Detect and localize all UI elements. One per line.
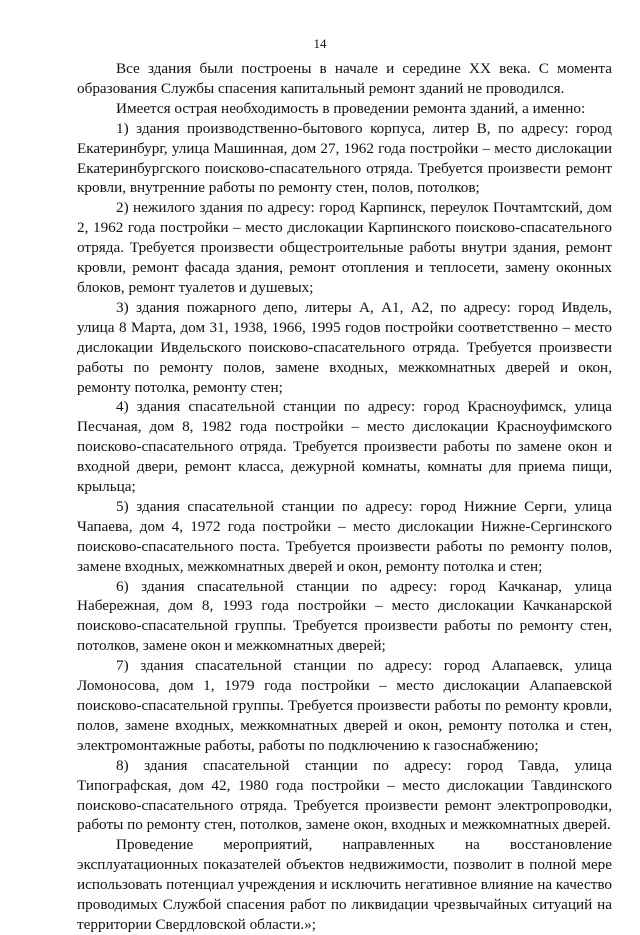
list-item-ivdel: 3) здания пожарного депо, литеры А, А1, А2, по адресу: город Ивдель, улица 8 Марта, дом 31, 1938, 1966, 1995 годов постройки соответственно – место дислокации Ивдельского поисково-спасательного отряда. Требуется произвести работы по ремонту полов, замене входных, межкомнатных дверей и окон, ремонту потолка, ремонту стен; bbox=[77, 298, 612, 396]
page-number: 14 bbox=[313, 36, 327, 51]
list-item-tavda: 8) здания спасательной станции по адресу: город Тавда, улица Типографская, дом 42, 1980 года постройки – место дислокации Тавдинского поисково-спасательного отряда. Требуется произвести ремонт электропроводки, работы по ремонту стен, потолков, замене окон, входных и межкомнатных дверей. bbox=[77, 756, 612, 834]
paragraph-intro: Все здания были построены в начале и середине XX века. С момента образования Службы спасения капитальный ремонт зданий не проводился. bbox=[77, 60, 612, 97]
list-item-ekaterinburg: 1) здания производственно-бытового корпуса, литер В, по адресу: город Екатеринбург, улица Машинная, дом 27, 1962 года постройки – место дислокации Екатеринбургского поисково-спасательного отряда. Требуется произвести ремонт кровли, внутренние работы по ремонту стен, полов, потолков; bbox=[77, 119, 612, 197]
list-item-kachkanar: 6) здания спасательной станции по адресу: город Качканар, улица Набережная, дом 8, 1993 года постройки – место дислокации Качканарской поисково-спасательной группы. Требуется произвести работы по ремонту стен, потолков, замене окон и межкомнатных дверей; bbox=[77, 577, 612, 655]
paragraph-conclusion: Проведение мероприятий, направленных на восстановление эксплуатационных показателей объектов недвижимости, позволит в полной мере использовать потенциал учреждения и исключить негативное влияние на качество проводимых Службой спасения работ по ликвидации чрезвычайных ситуаций на территории Свердловской области.»; bbox=[77, 836, 612, 933]
list-item-nizhnie-sergi: 5) здания спасательной станции по адресу: город Нижние Серги, улица Чапаева, дом 4, 1972 года постройки – место дислокации Нижне-Сергинского поисково-спасательного поста. Требуется произвести работы по ремонту полов, замене входных, межкомнатных дверей и окон, ремонту потолка и стен; bbox=[77, 497, 612, 575]
list-item-karpinsk: 2) нежилого здания по адресу: город Карпинск, переулок Почтамтский, дом 2, 1962 года постройки – место дислокации Карпинского поисково-спасательного отряда. Требуется произвести общестроительные работы внутри здания, ремонт кровли, ремонт фасада здания, ремонт отопления и теплосети, замену оконных блоков, ремонт туалетов и душевых; bbox=[77, 199, 612, 296]
list-item-krasnoufimsk: 4) здания спасательной станции по адресу: город Красноуфимск, улица Песчаная, дом 8, 1982 года постройки – место дислокации Красноуфимского поисково-спасательного отряда. Требуется произвести работы по замене окон и входной двери, ремонт класса, дежурной комнаты, комнаты для приема пищи, крыльца; bbox=[77, 398, 612, 496]
list-item-alapaevsk: 7) здания спасательной станции по адресу: город Алапаевск, улица Ломоносова, дом 1, 1979 года постройки – место дислокации Алапаевской поисково-спасательной группы. Требуется произвести работы по ремонту кровли, полов, замене входных, межкомнатных дверей и окон, ремонту потолка и стен, электромонтажные работы, работы по подключению к газоснабжению; bbox=[77, 657, 612, 754]
document-body bbox=[77, 59, 612, 935]
paragraph-necessity: Имеется острая необходимость в проведении ремонта зданий, а именно: bbox=[116, 99, 586, 117]
